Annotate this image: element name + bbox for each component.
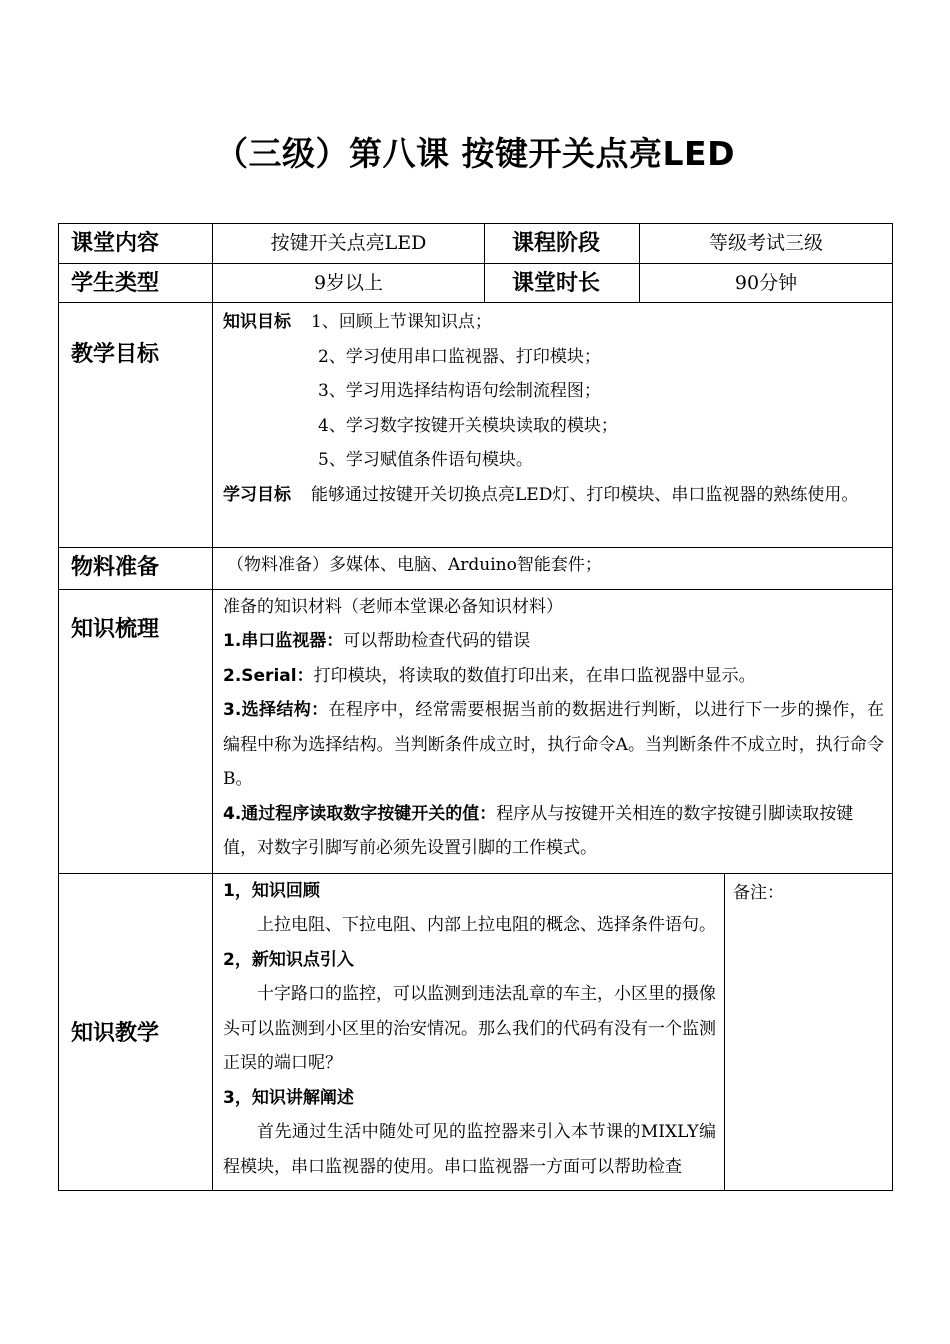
duration-label: 课堂时长 xyxy=(485,264,640,303)
student-value: 9岁以上 xyxy=(213,264,485,303)
knowledge-item-1: 1、回顾上节课知识点； xyxy=(311,312,492,332)
review-content xyxy=(213,589,893,873)
knowledge-item-2: 2、学习使用串口监视器、打印模块； xyxy=(318,346,601,367)
info-row-content xyxy=(59,224,893,264)
knowledge-item-3: 3、学习用选择结构语句绘制流程图； xyxy=(318,381,601,401)
materials-text: （物料准备）多媒体、电脑、Arduino智能套件； xyxy=(213,548,893,590)
goals-row xyxy=(59,303,893,548)
teaching-section-2-head: 2，新知识点引入 xyxy=(223,949,354,970)
goals-content xyxy=(213,303,893,548)
teaching-section-3-head: 3，知识讲解阐述 xyxy=(223,1087,354,1108)
review-item-2: 2.Serial：打印模块，将读取的数值打印出来，在串口监视器中显示。 xyxy=(223,665,756,686)
study-goal-text: 能够通过按键开关切换点亮LED灯、打印模块、串口监视器的熟练使用。 xyxy=(311,484,859,505)
duration-value: 90分钟 xyxy=(640,264,893,303)
review-item-4: 4.通过程序读取数字按键开关的值：程序从与按键开关相连的数字按键引脚读取按键值，对数字引脚写前必须先设置引脚的工作模式。 xyxy=(223,803,854,858)
lesson-plan-table xyxy=(58,223,893,1191)
study-goal-label: 学习目标 xyxy=(223,484,291,505)
teaching-section-1-text: 上拉电阻、下拉电阻、内部上拉电阻的概念、选择条件语句。 xyxy=(257,915,716,935)
knowledge-goal-label: 知识目标 xyxy=(223,312,291,332)
teaching-section-2-text: 十字路口的监控，可以监测到违法乱章的车主，小区里的摄像头可以监测到小区里的治安情况。那么我们的代码有没有一个监测正误的端口呢？ xyxy=(223,984,716,1073)
materials-row xyxy=(59,548,893,590)
student-label: 学生类型 xyxy=(59,264,213,303)
teaching-content xyxy=(213,873,725,1191)
review-row xyxy=(59,589,893,873)
page-title: （三级）第八课 按键开关点亮LED xyxy=(215,134,735,173)
info-row-student xyxy=(59,264,893,303)
knowledge-item-5: 5、学习赋值条件语句模块。 xyxy=(318,450,533,470)
content-value: 按键开关点亮LED xyxy=(213,224,485,264)
materials-label: 物料准备 xyxy=(59,548,213,590)
goals-label: 教学目标 xyxy=(59,303,213,548)
teaching-section-1-head: 1，知识回顾 xyxy=(223,880,320,901)
review-item-1: 1.串口监视器：可以帮助检查代码的错误 xyxy=(223,631,531,651)
knowledge-item-4: 4、学习数字按键开关模块读取的模块； xyxy=(318,415,618,436)
content-label: 课堂内容 xyxy=(59,224,213,264)
review-item-3: 3.选择结构：在程序中，经常需要根据当前的数据进行判断，以进行下一步的操作，在编程中称为选择结构。当判断条件成立时，执行命令A。当判断条件不成立时，执行命令B。 xyxy=(223,700,885,789)
review-intro: 准备的知识材料（老师本堂课必备知识材料） xyxy=(223,596,563,617)
teaching-row xyxy=(59,873,893,1191)
notes-cell: 备注： xyxy=(725,873,893,1191)
review-label: 知识梳理 xyxy=(59,589,213,873)
stage-value: 等级考试三级 xyxy=(640,224,893,264)
stage-label: 课程阶段 xyxy=(485,224,640,264)
teaching-label: 知识教学 xyxy=(59,873,213,1191)
teaching-section-3-text: 首先通过生活中随处可见的监控器来引入本节课的MIXLY编程模块，串口监视器的使用。串口监视器一方面可以帮助检查 xyxy=(223,1122,716,1177)
